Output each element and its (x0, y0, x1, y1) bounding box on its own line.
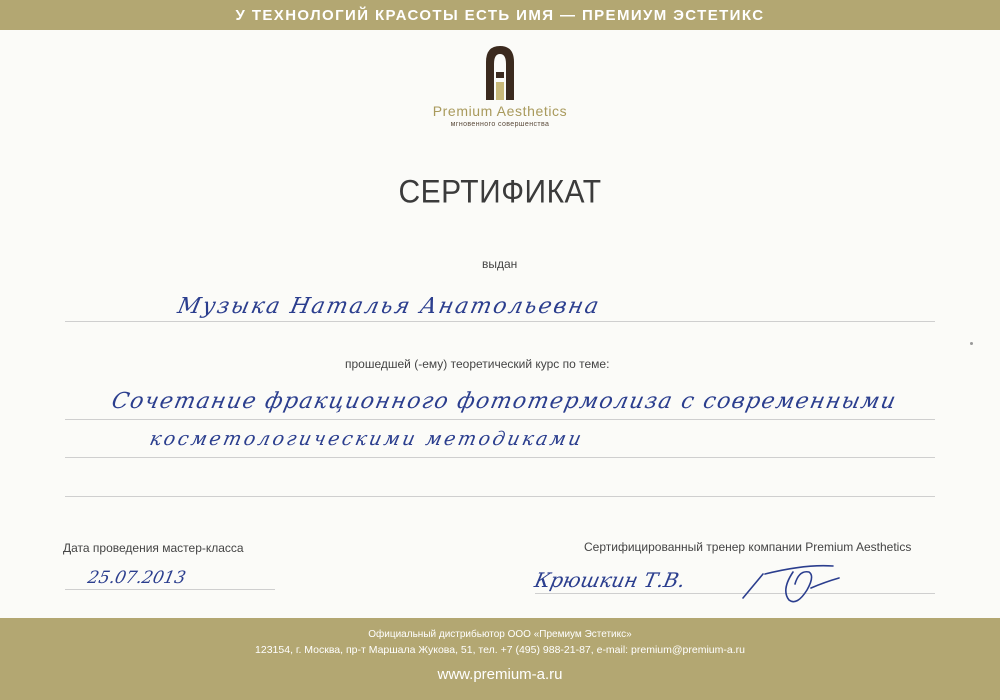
logo-wordmark: Premium Aesthetics (432, 103, 568, 119)
name-underline (65, 321, 935, 322)
header-slogan: У ТЕХНОЛОГИЙ КРАСОТЫ ЕСТЬ ИМЯ — ПРЕМИУМ ЭСТЕТИКС (235, 6, 765, 24)
topic-underline-1 (65, 419, 935, 420)
topic-underline-2 (65, 457, 935, 458)
footer-address: 123154, г. Москва, пр-т Маршала Жукова, 51, тел. +7 (495) 988-21-87, e-mail: premium@premium-a.ru (255, 644, 745, 656)
trainer-signature (735, 560, 845, 610)
recipient-name: Музыка Наталья Анатольевна (175, 294, 603, 319)
logo-tagline: мгновенного совершенства (450, 121, 550, 128)
footer-website[interactable]: www.premium-a.ru (437, 666, 563, 683)
date-label: Дата проведения мастер-класса (63, 541, 244, 555)
header-band (0, 0, 1000, 30)
company-logo (420, 42, 580, 137)
trainer-label: Сертифицированный тренер компании Premium Aesthetics (584, 540, 912, 554)
certificate-title: СЕРТИФИКАТ (398, 174, 602, 211)
date-value: 25.07.2013 (85, 568, 188, 588)
course-topic-line2: косметологическими методиками (147, 428, 586, 450)
paper-mark (970, 342, 973, 345)
premium-aesthetics-monogram-icon (482, 42, 518, 100)
date-underline (65, 589, 275, 590)
issued-label: выдан (482, 257, 518, 271)
course-topic-line1: Сочетание фракционного фототермолиза с современными (109, 389, 900, 414)
course-label: прошедшей (-ему) теоретический курс по теме: (345, 357, 610, 371)
footer-band (0, 618, 1000, 700)
trainer-name: Крюшкин Т.В. (532, 568, 688, 592)
footer-distributor: Официальный дистрибьютор ООО «Премиум Эстетикс» (368, 629, 632, 640)
topic-underline-3 (65, 496, 935, 497)
